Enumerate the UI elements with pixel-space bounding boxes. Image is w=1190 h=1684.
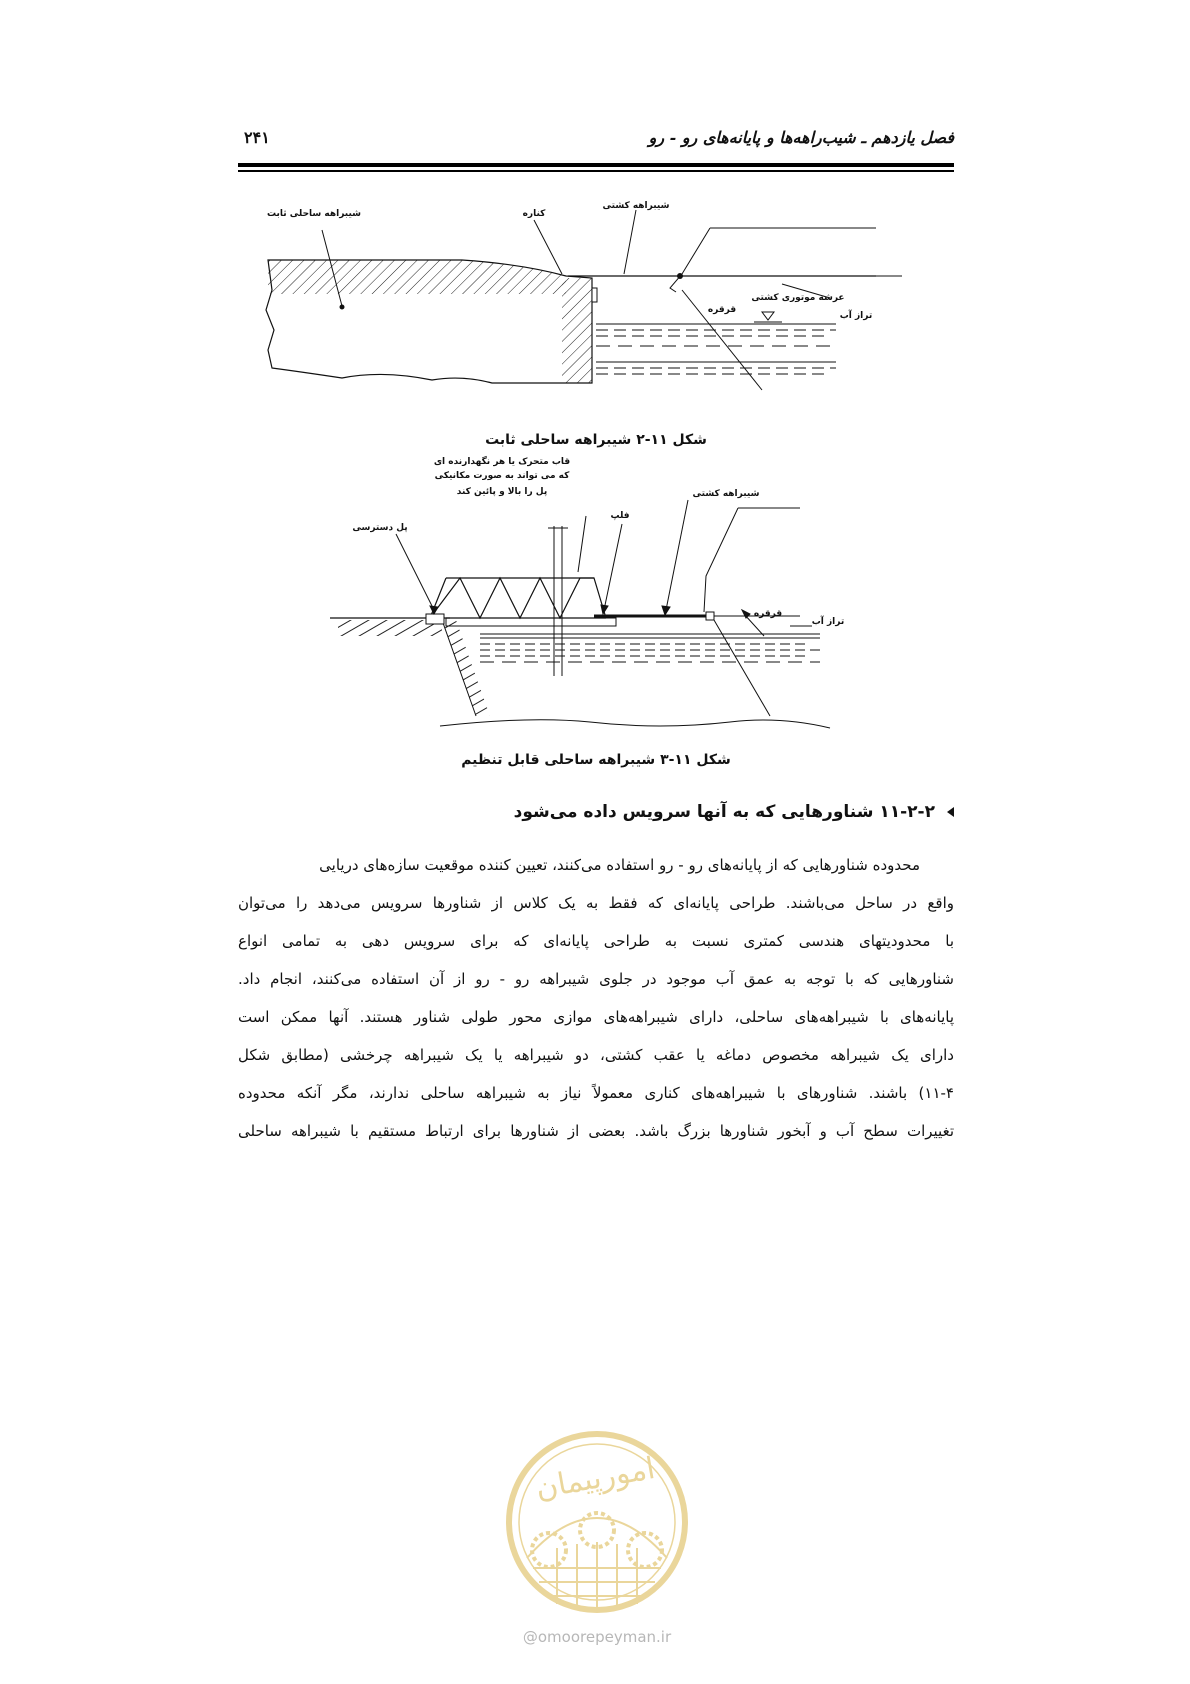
page-number: ۲۴۱ [244,128,270,147]
page-header [238,128,954,158]
figure-fixed-shore-ramp [262,200,912,400]
section-heading-text: ۱۱-۲-۲ شناورهایی که به آنها سرویس داده می‌شود [513,802,935,822]
label-movable-frame-2: که می تواند به صورت مکانیکی [434,471,570,481]
water-level-icon [762,312,774,320]
bullet-arrow-icon [947,807,954,817]
watermark-url: @omoorepeyman.ir [522,1628,672,1646]
shore-hatch [268,260,566,294]
quay-hatch [562,278,592,383]
fender-block [592,288,597,302]
label-vehicle-deck: عرشه موتوری کشتی [751,293,845,303]
seabed [440,720,830,728]
label-ship-ramp: شیبراهه کشتی [692,489,760,499]
label-water-level: تراز آب [811,617,845,627]
paragraph-line: تغییرات سطح آب و آبخور شناورها بزرگ باشد. بعضی از شناورها برای ارتباط مستقیم با شیبراهه ساحلی [238,1122,954,1140]
hinge-dot [677,273,683,279]
header-rule-thin [238,170,954,172]
figure-1-caption: شکل ۱۱-۲ شیبراهه ساحلی ثابت [485,432,707,448]
section-heading [514,802,954,822]
bridge-deck [446,618,616,626]
hinge-block [706,612,714,620]
label-flap: فلپ [610,511,630,521]
paragraph-line: شناورهایی که با توجه به عمق آب موجود در جلوی شیبراهه رو - رو از آن استفاده می‌کنند، انجام داد. [238,970,954,988]
paragraph-line: با محدودیتهای هندسی کمتری نسبت به طراحی پایانه‌ای که برای سرویس دهی به تمامی انواع [238,932,954,950]
label-water-level: تراز آب [839,311,873,321]
water-lines [480,634,820,662]
label-fixed-shore-ramp: شیبراهه ساحلی ثابت [266,209,362,219]
access-bridge-truss [430,578,606,618]
paragraph-line: محدوده شناورهایی که از پایانه‌های رو - رو استفاده می‌کنند، تعیین کننده موقعیت سازه‌های دریایی [319,856,920,874]
watermark-logo [487,1418,707,1623]
label-ship-ramp: شیبراهه کشتی [602,201,670,211]
paragraph-line: واقع در ساحل می‌باشند. طراحی پایانه‌ای که فقط به یک کلاس از شناورها سرویس می‌دهد را می‌توان [238,894,954,912]
label-edge: کناره [522,209,546,219]
fixed-ramp-diagram [262,200,912,400]
chapter-title: فصل یازدهم ـ شیب‌راهه‌ها و پایانه‌های رو - رو [648,128,954,147]
watermark [487,1418,707,1648]
water-lines [596,324,836,374]
ship-hull [670,228,710,292]
adjustable-ramp-diagram [330,457,900,731]
header-rule-thick [238,163,954,167]
bridge-bearing [426,614,444,624]
label-movable-frame-1: قاب متحرک یا هر نگهدارنده ای [433,457,571,467]
paragraph-line: ۱۱-۴) باشند. شناورهای با شیبراهه‌های کناری معمولاً نیاز به شیبراهه ساحلی ندارند، مگر آنکه محدوده [238,1084,954,1102]
label-hinge: قرقره [753,609,783,619]
label-movable-frame-3: پل را بالا و پائین کند [456,487,548,497]
label-hinge: قرقره [707,305,737,315]
watermark-logo-text: امورپیمان [533,1450,658,1507]
figure-2-caption: شکل ۱۱-۳ شیبراهه ساحلی قابل تنظیم [461,752,731,768]
figure-adjustable-shore-ramp [330,457,900,731]
paragraph-line: پایانه‌های با شیبراهه‌های ساحلی، دارای شیبراهه‌های موازی محور طولی شناور هستند. آنها ممکن است [238,1008,954,1026]
ship-hull [704,508,738,612]
paragraph-line: دارای یک شیبراهه مخصوص دماغه یا عقب کشتی، دو شیبراهه یا یک شیبراهه چرخشی (مطابق شکل [238,1046,954,1064]
body-paragraph [238,846,954,1150]
label-access-bridge: پل دسترسی [352,523,408,533]
